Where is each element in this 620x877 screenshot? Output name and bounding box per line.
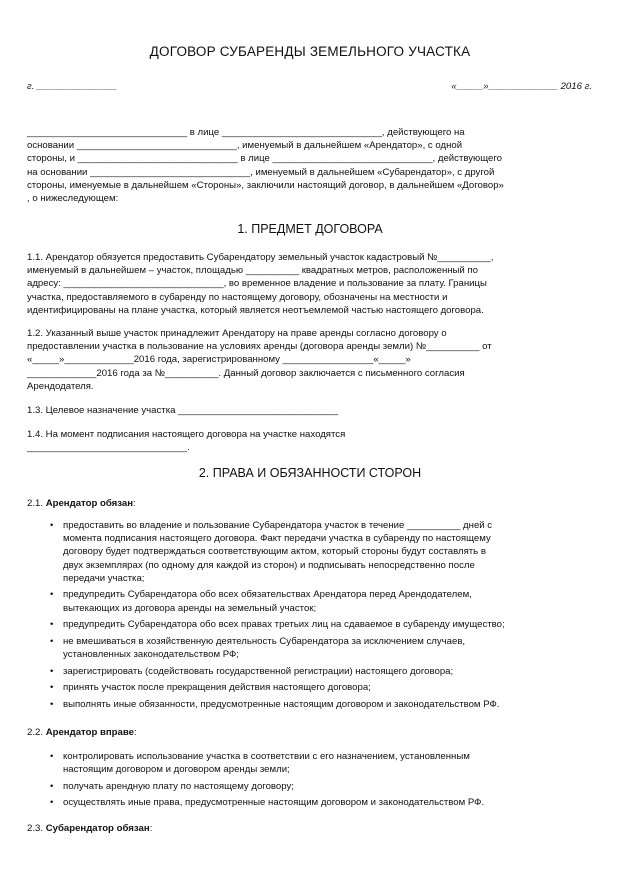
list-item-line: предупредить Субарендатора обо всех обязательствах Арендатора перед Арендодателем,	[63, 589, 472, 601]
list-item	[50, 750, 595, 776]
clause-1-4	[27, 428, 593, 454]
list-item-line: установленных законодательством РФ;	[63, 649, 239, 660]
preamble-line: основании ______________________________, именуемый в дальнейшем «Арендатор», с одной	[27, 140, 463, 152]
list-item	[50, 635, 595, 661]
list-item-line: контролировать использование участка в соответствии с его назначением, установленным	[63, 751, 470, 762]
subsection-2-3-title	[27, 822, 152, 835]
clause-line: _____________2016 года за №__________. Данный договор заключается с письменного согласия	[27, 367, 465, 379]
bullet-icon: •	[50, 698, 54, 710]
clause-line: адресу: ______________________________, во временное владение и пользование за плату. Границы	[27, 278, 487, 290]
preamble-line: стороны, именуемые в дальнейшем «Стороны», заключили настоящий договор, в дальнейшем «Договор»	[27, 179, 504, 191]
clause-1-3	[27, 404, 593, 417]
clause-1-2	[27, 327, 593, 393]
bullet-icon: •	[50, 635, 54, 647]
clause-line: 1.4. На момент подписания настоящего договора на участке находятся	[27, 429, 346, 440]
clause-line: 1.2. Указанный выше участок принадлежит Арендатору на праве аренды согласно договору о	[27, 328, 447, 339]
section-2-heading: 2. ПРАВА И ОБЯЗАННОСТИ СТОРОН	[198, 466, 422, 480]
list-item-line: двух экземплярах (по одному для каждой из сторон) и подписывать непосредственно после	[63, 559, 475, 571]
rights-list-2-2	[50, 750, 595, 813]
subsection-colon: :	[149, 823, 153, 834]
clause-line: «_____»_____________2016 года, зарегистрированному _________________«_____»	[27, 354, 411, 366]
list-item-line: получать арендную плату по настоящему договору;	[63, 780, 294, 792]
subsection-2-2-title	[27, 726, 137, 739]
clause-line: именуемый в дальнейшем – участок, площадью __________ квадратных метров, расположенный по	[27, 265, 478, 277]
contract-date: «_____»_____________ 2016 г.	[451, 81, 592, 92]
clause-line: предоставлении участка в пользование на условиях аренды (договора аренды земли) №__________ от	[27, 341, 492, 353]
bullet-icon: •	[50, 682, 54, 694]
list-item	[50, 681, 595, 694]
preamble-line: ______________________________ в лице ______________________________, действующего на	[27, 127, 465, 138]
section-1-heading: 1. ПРЕДМЕТ ДОГОВОРА	[237, 222, 383, 236]
bullet-icon: •	[50, 520, 54, 531]
list-item-line: предоставить во владение и пользование Субарендатора участок в течение __________ дней с	[63, 520, 493, 531]
clause-line: участка, предоставляемого в субаренду по настоящему договору, обозначены на местности и	[27, 291, 448, 303]
subsection-label: Субарендатор обязан	[45, 823, 150, 834]
subsection-colon: :	[134, 727, 137, 738]
list-item-line: предупредить Субарендатора обо всех правах третьих лиц на сдаваемое в субаренду имущество;	[63, 619, 505, 631]
preamble-paragraph	[27, 126, 593, 205]
list-item-line: момента подписания настоящего договора. Факт передачи участка в субаренду по настоящему	[63, 533, 491, 545]
duties-list-2-1	[50, 519, 595, 714]
bullet-icon: •	[50, 780, 54, 792]
bullet-icon: •	[50, 589, 54, 601]
list-item	[50, 665, 595, 678]
clause-line: идентифицированы на плане участка, который является неотъемлемой частью настоящего договора.	[27, 304, 484, 316]
clause-1-1	[27, 251, 593, 317]
list-item	[50, 519, 595, 585]
subsection-number: 2.2.	[27, 727, 44, 738]
list-item-line: настоящим договором и договором аренды земли;	[63, 764, 290, 776]
subsection-2-1-title	[27, 497, 136, 510]
list-item	[50, 618, 595, 631]
clause-line: ______________________________.	[27, 442, 190, 454]
bullet-icon: •	[50, 665, 54, 677]
list-item-line: осуществлять иные права, предусмотренные настоящим договором и законодательством РФ.	[63, 797, 485, 809]
document-title: ДОГОВОР СУБАРЕНДЫ ЗЕМЕЛЬНОГО УЧАСТКА	[149, 44, 471, 59]
clause-line: Арендодателя.	[27, 380, 94, 392]
list-item-line: зарегистрировать (содействовать государственной регистрации) настоящего договора;	[63, 665, 454, 677]
clause-line: 1.1. Арендатор обязуется предоставить Субарендатору земельный участок кадастровый №__________,	[27, 252, 494, 263]
preamble-line: стороны, и ______________________________ в лице ______________________________, действующего	[27, 153, 502, 165]
preamble-line: , о нижеследующем:	[27, 193, 119, 205]
list-item-line: выполнять иные обязанности, предусмотренные настоящим договором и законодательством РФ.	[63, 698, 500, 710]
list-item-line: договору будет подтверждаться соответствующим актом, который стороны будут составлять в	[63, 546, 486, 558]
list-item-line: не вмешиваться в хозяйственную деятельность Субарендатора за исключением случаев,	[63, 635, 466, 647]
list-item	[50, 698, 595, 711]
bullet-icon: •	[50, 619, 54, 631]
clause-line: 1.3. Целевое назначение участка ______________________________	[27, 405, 339, 416]
subsection-label: Арендатор вправе	[45, 727, 134, 738]
subsection-colon: :	[133, 498, 136, 509]
subsection-number: 2.3.	[27, 823, 44, 834]
list-item-line: вытекающих из договора аренды на земельный участок;	[63, 602, 317, 614]
subsection-number: 2.1.	[27, 498, 44, 509]
list-item	[50, 780, 595, 793]
contract-place: г. _______________	[27, 81, 118, 92]
list-item	[50, 796, 595, 809]
preamble-line: на основании ______________________________, именуемый в дальнейшем «Субарендатор», с другой	[27, 166, 495, 178]
list-item-line: принять участок после прекращения действия настоящего договора;	[63, 682, 371, 694]
bullet-icon: •	[50, 797, 54, 809]
bullet-icon: •	[50, 751, 54, 762]
list-item	[50, 588, 595, 614]
list-item-line: передачи участка;	[63, 572, 145, 584]
subsection-label: Арендатор обязан	[45, 498, 134, 509]
